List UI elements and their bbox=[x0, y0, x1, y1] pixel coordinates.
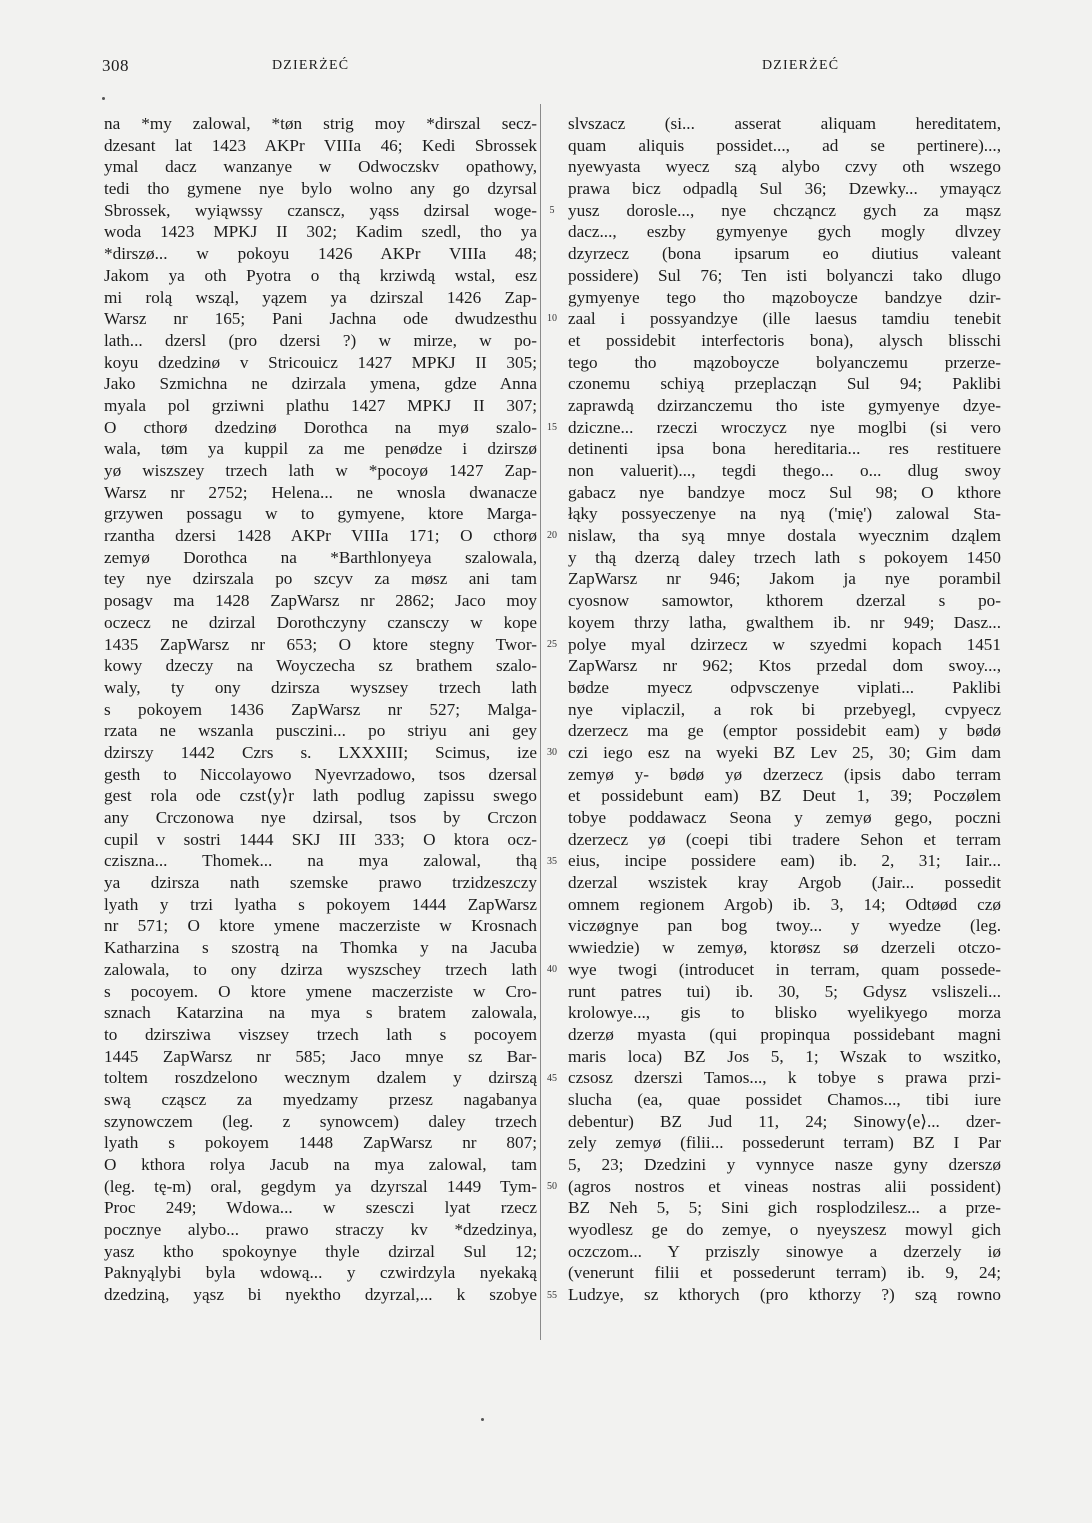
text-line: waly, ty ony dzirsza wyszsey trzech lath bbox=[104, 677, 537, 697]
text-line: polye myal dzirzecz w szyedmi kopach 1451 bbox=[568, 634, 1001, 654]
text-line: dzedziną, yąsz bi nyektho dzyrzal,... k szobye bbox=[104, 1285, 537, 1305]
text-line: quam aliquis possidet..., ad se pertinere)..., bbox=[568, 135, 1001, 155]
text-line: bødze myecz odpvsczenye viplati... Paklibi bbox=[568, 677, 1001, 697]
text-line: Ludzye, sz kthorych (pro kthorzy ?) szą rowno bbox=[568, 1285, 1001, 1305]
text-line: nye viplaczil, a rok bi przebyegl, cvpyecz bbox=[568, 699, 1001, 719]
text-line: szynowczem (leg. z synowcem) daley trzech bbox=[104, 1111, 537, 1131]
text-line: (venerunt filii et possederunt terram) ib. 9, 24; bbox=[568, 1263, 1001, 1283]
text-line: nislaw, tha syą mnye dostala wyecznim dząlem bbox=[568, 526, 1001, 546]
text-line: koyem thrzy latha, gwalthem ib. nr 949; Dasz... bbox=[568, 612, 1001, 632]
text-line: sznach Katarzina na mya s bratem zalowala, bbox=[104, 1003, 537, 1023]
text-line: ymal dacz wanzanye w Odwoczskv opathowy, bbox=[104, 157, 537, 177]
text-line: dzerzal wszistek kray Argob (Jair... possedit bbox=[568, 873, 1001, 893]
running-header bbox=[0, 56, 1092, 80]
text-line: s pocoyem. O ktore ymene maczerziste w Cro- bbox=[104, 981, 537, 1001]
text-line: zalowala, to ony dzirza wyszschey trzech lath bbox=[104, 959, 537, 979]
text-line: zely zemyø (filii... possederunt terram) BZ I Par bbox=[568, 1133, 1001, 1153]
text-line: cziszna... Thomek... na mya zalowal, thą bbox=[104, 851, 537, 871]
left-column bbox=[104, 113, 537, 1306]
running-head-left: DZIERŻEĆ bbox=[272, 58, 350, 73]
text-line: zemyø Dorothca na *Barthlonyeya szalowala, bbox=[104, 547, 537, 567]
text-line: myala pol grziwni plathu 1427 MPKJ II 307; bbox=[104, 395, 537, 415]
text-line: wwiedzie) w zemyø, ktorøsz sø dzerzeli otczo- bbox=[568, 938, 1001, 958]
line-number: 15 bbox=[547, 421, 557, 433]
line-number: 5 bbox=[549, 204, 555, 216]
text-line: runt patres tui) ib. 30, 5; Gdysz vsliszeli... bbox=[568, 981, 1001, 1001]
text-line: koyu dzedzinø v Stricouicz 1427 MPKJ II 305; bbox=[104, 352, 537, 372]
text-line: rzata ne wszanla pusczini... po striyu ani gey bbox=[104, 721, 537, 741]
line-number: 20 bbox=[547, 530, 557, 542]
text-line: (agros nostros et vineas nostras alii possident) bbox=[568, 1176, 1001, 1196]
right-column bbox=[568, 113, 1001, 1306]
text-line: dacz..., eszby gymyenye gych mogly dlvzey bbox=[568, 222, 1001, 242]
line-number: 35 bbox=[547, 855, 557, 867]
text-line: slvszacz (si... asserat aliquam hereditatem, bbox=[568, 114, 1001, 133]
text-line: O kthora rolya Jacub na mya zalowal, tam bbox=[104, 1155, 537, 1174]
text-line: gabacz nye bandzye mocz Sul 98; O kthore bbox=[568, 482, 1001, 502]
line-number: 25 bbox=[547, 638, 557, 650]
text-line: zemyø y- bødø yø dzerzecz (ipsis dabo terram bbox=[568, 764, 1001, 784]
text-line: dzerzecz ma ge (emptor possidebit eam) y bødø bbox=[568, 721, 1001, 741]
text-line: *dirszø... w pokoyu 1426 AKPr VIIIa 48; bbox=[104, 244, 537, 264]
text-line: nr 571; O ktore ymene maczerziste w Krosnach bbox=[104, 916, 537, 936]
text-line: slucha (ea, quae possidet Chamos..., tibi iure bbox=[568, 1089, 1001, 1109]
running-head-right: DZIERŻEĆ bbox=[762, 58, 840, 73]
text-line: oczczom... Y prziszly sinowye a dzerzely iø bbox=[568, 1241, 1001, 1261]
text-line: omnem regionem Argob) ib. 3, 14; Odtøød czø bbox=[568, 894, 1001, 914]
text-line: yø wiszszey trzech lath w *pocoyø 1427 Zap- bbox=[104, 461, 537, 480]
text-line: tobye poddawacz Seona y zemyø gego, poczni bbox=[568, 808, 1001, 827]
text-line: gest rola ode czst⟨y⟩r lath podlug zapissu swego bbox=[104, 786, 537, 806]
text-line: yusz dorosle..., nye chcząncz gych za mąsz bbox=[568, 200, 1001, 220]
text-line: BZ Neh 5, 5; Sini gich rosplodzilesz... a prze- bbox=[568, 1198, 1001, 1218]
text-line: ZapWarsz nr 946; Jakom ja nye porambil bbox=[568, 569, 1001, 589]
text-line: krolowye..., gis to blisko wyelikyego morza bbox=[568, 1003, 1001, 1023]
line-number: 30 bbox=[547, 747, 557, 759]
text-line: dzerzø myasta (qui propinqua possidebant magni bbox=[568, 1024, 1001, 1044]
text-line: tey nye dzirszala po szcyv za møsz ani tam bbox=[104, 569, 537, 589]
text-line: dzirszy 1442 Czrs s. LXXXIII; Scimus, ize bbox=[104, 742, 537, 762]
line-number: 10 bbox=[547, 313, 557, 325]
text-line: pocznye alybo... prawo straczy kv *dzedzinya, bbox=[104, 1220, 537, 1240]
text-line: lath... dzersl (pro dzersi ?) w mirze, w po- bbox=[104, 330, 537, 350]
text-line: wyodlesz ge do zemye, o nyeyszesz mowyl gich bbox=[568, 1220, 1001, 1240]
text-line: ya dzirsza nath szemske prawo trzidzeszczy bbox=[104, 873, 537, 893]
text-line: tego tho mązoboycze bolyanczemu przerze- bbox=[568, 352, 1001, 372]
text-line: Proc 249; Wdowa... w szesczi lyat rzecz bbox=[104, 1198, 537, 1218]
line-number: 50 bbox=[547, 1181, 557, 1193]
line-number: 55 bbox=[547, 1289, 557, 1301]
text-line: non valuerit)..., tegdi thego... o... dlug swoy bbox=[568, 461, 1001, 480]
text-line: wala, tøm ya kuppil za me penødze i dzirszø bbox=[104, 439, 537, 459]
text-line: grzywen possagu w to gymyene, ktore Marga- bbox=[104, 504, 537, 524]
text-line: kowy dzeczy na Woyczecha sz brathem szalo- bbox=[104, 656, 537, 676]
text-line: toltem roszdzelono wecznym dzalem y dzirszą bbox=[104, 1068, 537, 1088]
text-line: zaal i possyandzye (ille laesus tamdiu tenebit bbox=[568, 309, 1001, 329]
text-line: gesth to Niccolayowo Nyevrzadowo, tsos dzersal bbox=[104, 764, 537, 784]
text-line: rzantha dzersi 1428 AKPr VIIIa 171; O cthorø bbox=[104, 526, 537, 546]
text-line: detinenti ipsa bona hereditaria... res restituere bbox=[568, 439, 1001, 459]
text-line: cupil v sostri 1444 SKJ III 333; O ktora ocz- bbox=[104, 829, 537, 849]
text-line: lyath y trzi lyatha s pokoyem 1444 ZapWarsz bbox=[104, 894, 537, 914]
text-line: swą cząscz za myedzamy przesz nagabanya bbox=[104, 1089, 537, 1109]
text-line: any Crczonowa nye dzirsal, tsos by Crczon bbox=[104, 808, 537, 827]
text-line: nyewyasta wyecz szą alybo czvy oth wszego bbox=[568, 157, 1001, 177]
text-line: posagv ma 1428 ZapWarsz nr 2862; Jaco moy bbox=[104, 591, 537, 611]
text-line: dzerzecz yø (coepi tibi tradere Sehon et terram bbox=[568, 829, 1001, 849]
text-line: O cthorø dzedzinø Dorothca na myø szalo- bbox=[104, 417, 537, 437]
text-line: 5, 23; Dzedzini y vynnyce nasze gyny dzerszø bbox=[568, 1155, 1001, 1174]
line-number: 40 bbox=[547, 964, 557, 976]
text-line: s pokoyem 1436 ZapWarsz nr 527; Malga- bbox=[104, 699, 537, 719]
text-line: Paknyąlybi byla wdową... y czwirdzyla nyekaką bbox=[104, 1263, 537, 1283]
text-line: cyosnow samowtor, kthorem dzerzal s po- bbox=[568, 591, 1001, 611]
text-line: Katharzina s szostrą na Thomka y na Jacuba bbox=[104, 938, 537, 958]
text-line: czi iego esz na wyeki BZ Lev 25, 30; Gim dam bbox=[568, 742, 1001, 762]
text-line: possidere) Sul 76; Ten isti bolyanczi tako dlugo bbox=[568, 265, 1001, 285]
text-line: dzesant lat 1423 AKPr VIIIa 46; Kedi Sbrossek bbox=[104, 135, 537, 155]
text-line: lyath s pokoyem 1448 ZapWarsz nr 807; bbox=[104, 1133, 537, 1153]
text-line: 1445 ZapWarsz nr 585; Jaco mnye sz Bar- bbox=[104, 1046, 537, 1066]
page-number: 308 bbox=[102, 56, 129, 75]
text-line: zaprawdą dzirzanczemu tho iste gymyenye dzye- bbox=[568, 395, 1001, 415]
text-line: wye twogi (introducet in terram, quam possede- bbox=[568, 959, 1001, 979]
text-line: (leg. tę-m) oral, gegdym ya dzyrszal 1449 Tym- bbox=[104, 1176, 537, 1196]
text-line: yasz ktho spokoynye thyle dzirzal Sul 12; bbox=[104, 1241, 537, 1261]
text-line: Warsz nr 165; Pani Jachna ode dwudzesthu bbox=[104, 309, 537, 329]
text-line: ZapWarsz nr 962; Ktos przedal dom swoy..., bbox=[568, 656, 1001, 676]
text-line: tedi tho gymene nye bylo wolno any go dzyrsal bbox=[104, 179, 537, 199]
text-line: oczecz ne dzirzal Dorothczyny czansczy w kope bbox=[104, 612, 537, 632]
text-line: Sbrossek, wyiąwssy czanscz, yąss dzirsal woge- bbox=[104, 200, 537, 220]
text-line: woda 1423 MPKJ II 302; Kadim szedl, tho ya bbox=[104, 222, 537, 242]
text-line: mi rolą wsząl, yązem ya dzirszal 1426 Zap- bbox=[104, 287, 537, 307]
line-number: 45 bbox=[547, 1072, 557, 1084]
text-line: łąky possyeczenye na nyą ('mię') zalowal Sta- bbox=[568, 504, 1001, 524]
text-line: dzyrzecz (bona ipsarum eo diutius valeant bbox=[568, 244, 1001, 264]
text-line: to dzirsziwa viszsey trzech lath s pocoyem bbox=[104, 1024, 537, 1044]
text-line: debentur) BZ Jud 11, 24; Sinowy⟨e⟩... dzer- bbox=[568, 1111, 1001, 1131]
print-speck bbox=[481, 1418, 484, 1421]
text-line: czonemu schiyą przeplacząn Sul 94; Paklibi bbox=[568, 374, 1001, 394]
text-line: eius, incipe possidere eam) ib. 2, 31; Iair... bbox=[568, 851, 1001, 871]
text-line: Jako Szmichna ne dzirzala ymena, gdze Anna bbox=[104, 374, 537, 394]
text-line: y thą dzerzą daley trzech lath s pokoyem 1450 bbox=[568, 547, 1001, 567]
text-line: Warsz nr 2752; Helena... ne wnosla dwanacze bbox=[104, 482, 537, 502]
column-divider bbox=[540, 104, 541, 1340]
text-line: et possidebit interfectoris bona), alysch blisschi bbox=[568, 330, 1001, 350]
print-speck bbox=[102, 97, 105, 100]
text-line: prawa bicz odpadlą Sul 36; Dzewky... ymayącz bbox=[568, 179, 1001, 199]
text-line: czsosz dzerszi Tamos..., k tobye s prawa przi- bbox=[568, 1068, 1001, 1088]
text-line: viczøgnye pan bog twoy... y wyedze (leg. bbox=[568, 916, 1001, 936]
text-line: gymyenye tego tho mązoboycze bandzye dzir- bbox=[568, 287, 1001, 307]
text-line: et possidebunt eam) BZ Deut 1, 39; Poczølem bbox=[568, 786, 1001, 806]
text-line: dziczne... rzeczi wroczycz nye moglbi (si vero bbox=[568, 417, 1001, 437]
text-line: na *my zalowal, *tøn strig moy *dirszal secz- bbox=[104, 114, 537, 133]
text-line: 1435 ZapWarsz nr 653; O ktore stegny Twor- bbox=[104, 634, 537, 654]
text-line: maris loca) BZ Jos 5, 1; Wszak to wszitko, bbox=[568, 1046, 1001, 1066]
text-line: Jakom ya oth Pyotra o thą krziwdą wstal, esz bbox=[104, 265, 537, 285]
